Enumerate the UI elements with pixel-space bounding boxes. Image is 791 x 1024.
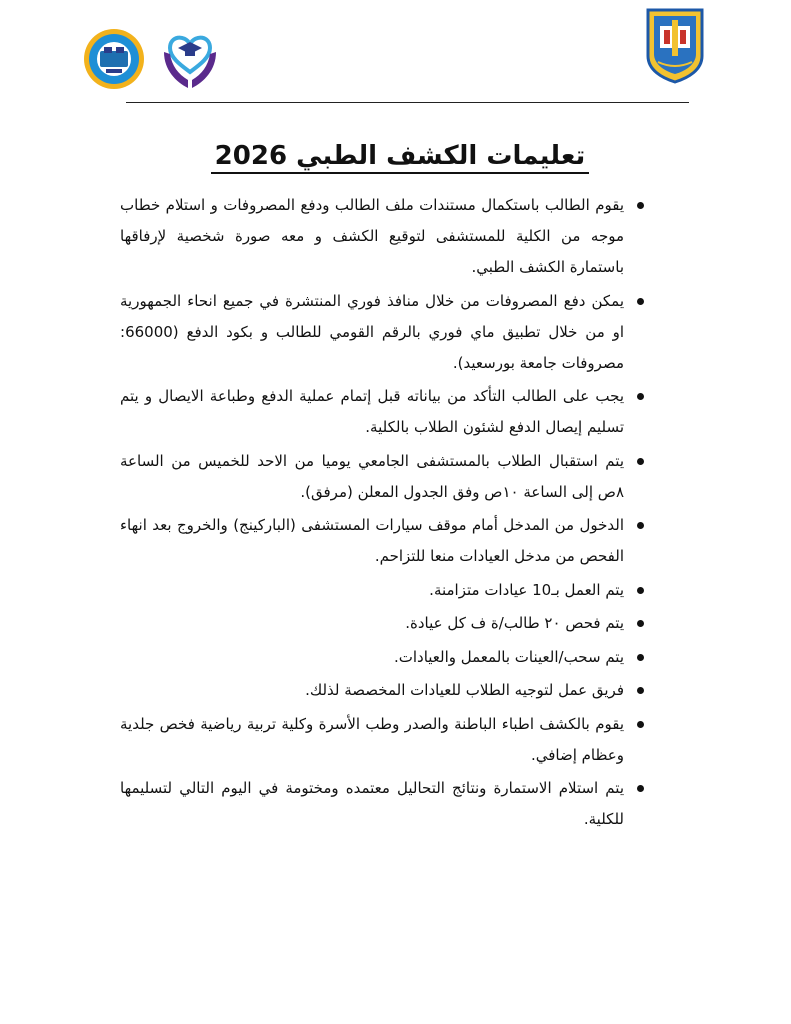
list-item: يتم استلام الاستمارة ونتائج التحاليل معتمده ومختومة في اليوم التالي لتسليمها للكلية.: [120, 773, 644, 835]
istc-logo-icon: [82, 27, 146, 91]
list-item: فريق عمل لتوجيه الطلاب للعيادات المخصصة لذلك.: [120, 675, 644, 706]
list-item: يقوم الطالب باستكمال مستندات ملف الطالب ودفع المصروفات و استلام خطاب موجه من الكلية للمستشفى لتوقيع الكشف و معه صورة شخصية لإرفاقها باستمارة الكشف الطبي.: [120, 190, 644, 283]
hands-heart-logo-icon: [158, 22, 222, 92]
list-item: الدخول من المدخل أمام موقف سيارات المستشفى (الباركينج) والخروج بعد انهاء الفحص من مدخل العيادات منعا للتزاحم.: [120, 510, 644, 572]
list-item: يجب على الطالب التأكد من بياناته قبل إتمام عملية الدفع وطباعة الايصال و يتم تسليم إيصال الدفع لشئون الطلاب بالكلية.: [120, 381, 644, 443]
list-item: يتم العمل بـ10 عيادات متزامنة.: [120, 575, 644, 606]
list-item: يتم سحب/العينات بالمعمل والعيادات.: [120, 642, 644, 673]
document-title: [150, 137, 650, 175]
header-divider: [126, 102, 689, 103]
instructions-list: [120, 190, 644, 838]
list-item: يمكن دفع المصروفات من خلال منافذ فوري المنتشرة في جميع انحاء الجمهورية او من خلال تطبيق ماي فوري بالرقم القومي للطالب و بكود الدفع (66000: مصروفات جامعة بورسعيد).: [120, 286, 644, 379]
list-item: يتم فحص ٢٠ طالب/ة ف كل عيادة.: [120, 608, 644, 639]
university-crest-logo-icon: [644, 4, 706, 84]
list-item: يتم استقبال الطلاب بالمستشفى الجامعي يوميا من الاحد للخميس من الساعة ٨ص إلى الساعة ١٠ص وفق الجدول المعلن (مرفق).: [120, 446, 644, 508]
document-title-text: تعليمات الكشف الطبي 2026: [211, 141, 590, 174]
list-item: يقوم بالكشف اطباء الباطنة والصدر وطب الأسرة وكلية تربية رياضية فخص جلدية وعظام إضافي.: [120, 709, 644, 771]
